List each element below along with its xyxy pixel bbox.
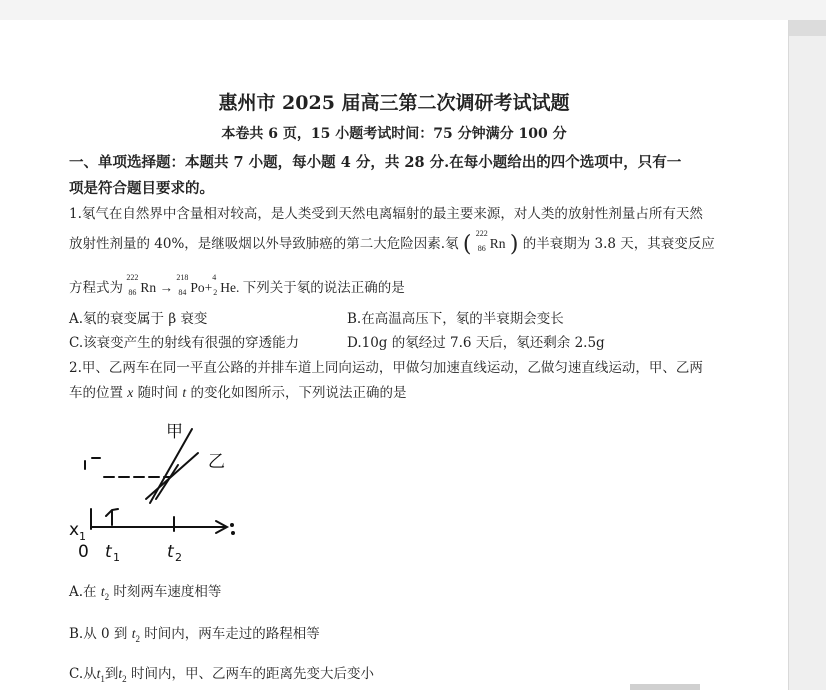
label-t2-subscript: 2 <box>175 551 182 564</box>
label-t1-subscript: 1 <box>113 551 120 564</box>
label-t2: t <box>167 542 174 562</box>
label-yi: 乙 <box>208 452 225 472</box>
q2-option-b <box>69 622 320 644</box>
q1-option-c: C.该衰变产生的射线有很强的穿透能力 <box>69 335 300 351</box>
section-heading-line2: 项是符合题目要求的。 <box>69 180 214 197</box>
variable-t: t <box>131 626 136 641</box>
polonium-atomic-number: 84 <box>178 288 187 297</box>
q1-option-a: A.氡的衰变属于 β 衰变 <box>69 311 208 327</box>
q2-option-c-prefix: C.从 <box>69 666 97 682</box>
q2-option-b-text: 时间内，两车走过的路程相等 <box>144 626 320 642</box>
bottom-toolbar-fragment <box>630 684 700 690</box>
q1-line2-text-b: 的半衰期为 3.8 天，其衰变反应 <box>522 236 715 252</box>
q1-line1: 1.氡气在自然界中含量相对较高，是人类受到天然电离辐射的最主要来源，对人类的放射性剂量占所有天然 <box>69 206 703 222</box>
q2-option-a-prefix: A.在 <box>69 584 97 600</box>
position-time-graph <box>66 407 246 564</box>
radon-nuclide-equation <box>126 273 157 297</box>
helium-mass-number: 4 <box>212 273 217 282</box>
label-x1: x <box>69 520 80 540</box>
subscript: 1 <box>100 674 105 684</box>
subscript: 2 <box>135 634 140 644</box>
subscript: 2 <box>122 674 127 684</box>
variable-t: t <box>96 666 101 681</box>
scrollbar-thumb[interactable] <box>789 20 826 36</box>
variable-x: x <box>127 385 134 400</box>
radon-symbol: Rn <box>140 280 157 295</box>
q2-option-c-text: 时间内，甲、乙两车的距离先变大后变小 <box>130 666 374 682</box>
polonium-nuclide <box>176 273 205 297</box>
radon-mass-number: 222 <box>475 229 488 238</box>
variable-t: t <box>118 666 123 681</box>
radon-atomic-number: 86 <box>477 244 486 253</box>
helium-atomic-number: 2 <box>213 288 218 297</box>
q2-option-c <box>69 662 374 684</box>
page-title: 惠州市 2025 届高三第二次调研考试试题 <box>218 92 570 114</box>
q2-option-c-to: 到 <box>104 666 119 682</box>
q1-line2-text-a: 放射性剂量的 40%，是继吸烟以外导致肺癌的第二大危险因素.氡 <box>69 236 459 252</box>
label-x1-subscript: 1 <box>79 530 86 543</box>
reaction-arrow: → <box>159 280 174 295</box>
radon-atomic-number: 86 <box>128 288 137 297</box>
axis-end-dot <box>231 524 233 526</box>
q1-option-d: D.10g 的氡经过 7.6 天后，氡还剩余 2.5g <box>347 335 605 351</box>
q2-option-a <box>69 580 221 602</box>
variable-t: t <box>100 584 105 599</box>
q2-option-b-prefix: B.从 0 到 <box>69 626 128 642</box>
section-heading-line1: 一、单项选择题：本题共 7 小题，每小题 4 分，共 28 分.在每小题给出的四个选项中，只有一 <box>69 154 682 171</box>
label-t1: t <box>105 542 112 562</box>
label-jia: 甲 <box>166 422 183 442</box>
helium-symbol: He <box>220 280 237 295</box>
graph-svg <box>66 407 246 564</box>
q2-line2 <box>69 381 406 401</box>
page-subtitle: 本卷共 6 页，15 小题考试时间：75 分钟满分 100 分 <box>221 126 567 142</box>
label-origin: 0 <box>78 542 89 562</box>
q2-line2-text-a: 车的位置 <box>69 385 123 401</box>
q2-option-a-text: 时刻两车速度相等 <box>113 584 222 600</box>
q2-line1: 2.甲、乙两车在同一平直公路的并排车道上同向运动，甲做匀加速直线运动，乙做匀速直线运动，甲、乙两 <box>69 360 703 376</box>
q1-option-b: B.在高温高压下，氡的半衰期会变长 <box>347 311 564 327</box>
q1-line2 <box>69 229 715 257</box>
q1-line3-text-b: . 下列关于氡的说法正确的是 <box>236 280 405 295</box>
axis-end-dot <box>232 532 234 534</box>
polonium-symbol: Po <box>190 280 205 295</box>
variable-t: t <box>182 385 187 400</box>
line-shading <box>156 465 178 499</box>
q1-line3-text-a: 方程式为 <box>69 280 123 295</box>
viewer-toolbar-strip <box>0 0 826 20</box>
q2-line2-text-c: 的变化如图所示，下列说法正确的是 <box>190 385 407 401</box>
right-paren: ) <box>509 232 519 257</box>
left-paren: ( <box>462 232 472 257</box>
helium-nuclide <box>212 273 237 297</box>
polonium-mass-number: 218 <box>176 273 189 282</box>
subscript: 2 <box>104 592 110 602</box>
radon-symbol: Rn <box>489 236 506 251</box>
q2-line2-text-b: 随时间 <box>137 385 179 401</box>
vertical-scrollbar[interactable] <box>789 20 826 690</box>
plus-sign: + <box>204 280 213 295</box>
radon-mass-number: 222 <box>126 273 139 282</box>
q1-line3 <box>69 273 405 297</box>
document-page <box>0 20 789 690</box>
radon-nuclide <box>475 229 506 253</box>
